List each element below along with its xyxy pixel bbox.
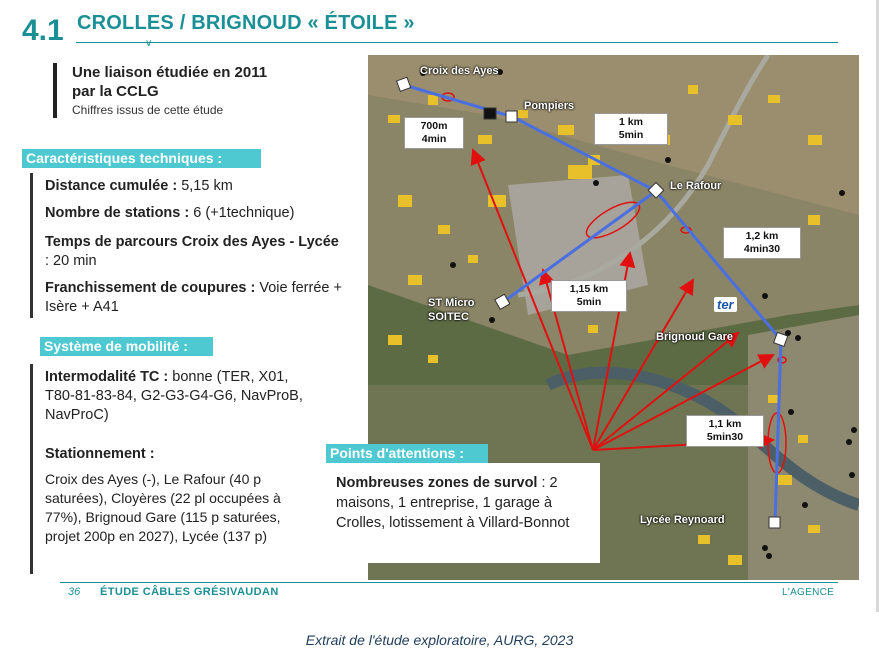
intro-accent-bar [53, 63, 57, 118]
mobility-heading: Système de mobilité : [40, 337, 213, 356]
travel-time-text [45, 233, 345, 271]
segment-2-distance: 1 km [619, 116, 643, 128]
segment-5-distance: 1,1 km [708, 418, 742, 430]
distance-label: Distance cumulée : [45, 178, 178, 194]
segment-label-1 [404, 117, 464, 149]
distance-value: 5,15 km [177, 178, 233, 194]
crossings-value: Voie ferrée + Isère + A41 [45, 280, 342, 315]
footer-divider [60, 582, 838, 583]
attention-label: Nombreuses zones de survol [336, 475, 538, 491]
chevron-down-icon: ∨ [145, 38, 153, 49]
intro-line-2: par la CCLG [72, 83, 159, 100]
travel-time-value: : 20 min [45, 253, 97, 269]
parking-label: Stationnement : [45, 446, 155, 462]
segment-4-distance: 1,15 km [569, 283, 609, 295]
segment-1-time: 4min [421, 133, 447, 145]
segment-3-distance: 1,2 km [745, 230, 779, 242]
footer-study-name: ÉTUDE CÂBLES GRÉSIVAUDAN [100, 586, 279, 598]
mobility-accent-bar [30, 364, 33, 574]
segment-label-3 [723, 227, 801, 259]
intermodal-text [45, 368, 305, 425]
ter-logo: ter [714, 297, 737, 312]
title-divider [76, 42, 838, 43]
figure-caption: Extrait de l'étude exploratoire, AURG, 2023 [305, 632, 574, 648]
intro-subtitle: Chiffres issus de cette étude [72, 103, 224, 117]
intro-line-1: Une liaison étudiée en 2011 [72, 64, 268, 81]
station-label-croix: Croix des Ayes [420, 65, 499, 77]
intermodal-label: Intermodalité TC : [45, 369, 169, 385]
segment-5-time: 5min30 [706, 431, 744, 443]
stations-label: Nombre de stations : [45, 205, 190, 221]
technical-station [484, 108, 496, 119]
intermodal-value: bonne (TER, X01, T80-81-83-84, G2-G3-G4-G6, NavProB, NavProC) [45, 369, 303, 423]
travel-time-label: Temps de parcours Croix des Ayes - Lycée [45, 234, 339, 250]
stations-value: 6 (+1technique) [189, 205, 295, 221]
station-label-soitec: SOITEC [428, 311, 469, 323]
segment-label-4 [551, 280, 627, 312]
crossings-label: Franchissement de coupures : [45, 280, 256, 296]
attention-box [328, 463, 600, 563]
station-label-rafour: Le Rafour [670, 180, 722, 192]
attention-value: : 2 maisons, 1 entreprise, 1 garage à Crolles, lotissement à Villard-Bonnot [336, 475, 570, 531]
parking-heading [45, 445, 155, 464]
station-label-stmicro: ST Micro [428, 297, 475, 309]
segment-label-2 [594, 113, 668, 145]
parking-value: Croix des Ayes (-), Le Rafour (40 p saturées), Cloyères (22 pl occupées à 77%), Brignoud Gare (115 p saturées, projet 200p en 2027), Lycée (137 p) [45, 471, 281, 544]
crossings-text [45, 279, 345, 317]
station-label-pompiers: Pompiers [524, 100, 575, 112]
segment-3-time: 4min30 [743, 243, 781, 255]
tech-accent-bar [30, 173, 33, 318]
page-number: 36 [68, 586, 81, 598]
attention-heading: Points d'attentions : [326, 444, 488, 463]
segment-2-time: 5min [618, 129, 644, 141]
page-title: CROLLES / BRIGNOUD « ÉTOILE » [77, 12, 415, 34]
station-label-brignoud: Brignoud Gare [656, 331, 734, 343]
agency-logo: L'AGENCE [782, 587, 835, 598]
distance-text [45, 177, 233, 196]
tech-heading: Caractéristiques techniques : [22, 149, 261, 168]
segment-1-distance: 700m [420, 120, 448, 132]
station-label-lycee: Lycée Reynoard [640, 514, 725, 526]
segment-label-5 [686, 415, 764, 447]
section-number: 4.1 [22, 14, 64, 47]
stations-text [45, 204, 294, 223]
segment-4-time: 5min [576, 296, 602, 308]
